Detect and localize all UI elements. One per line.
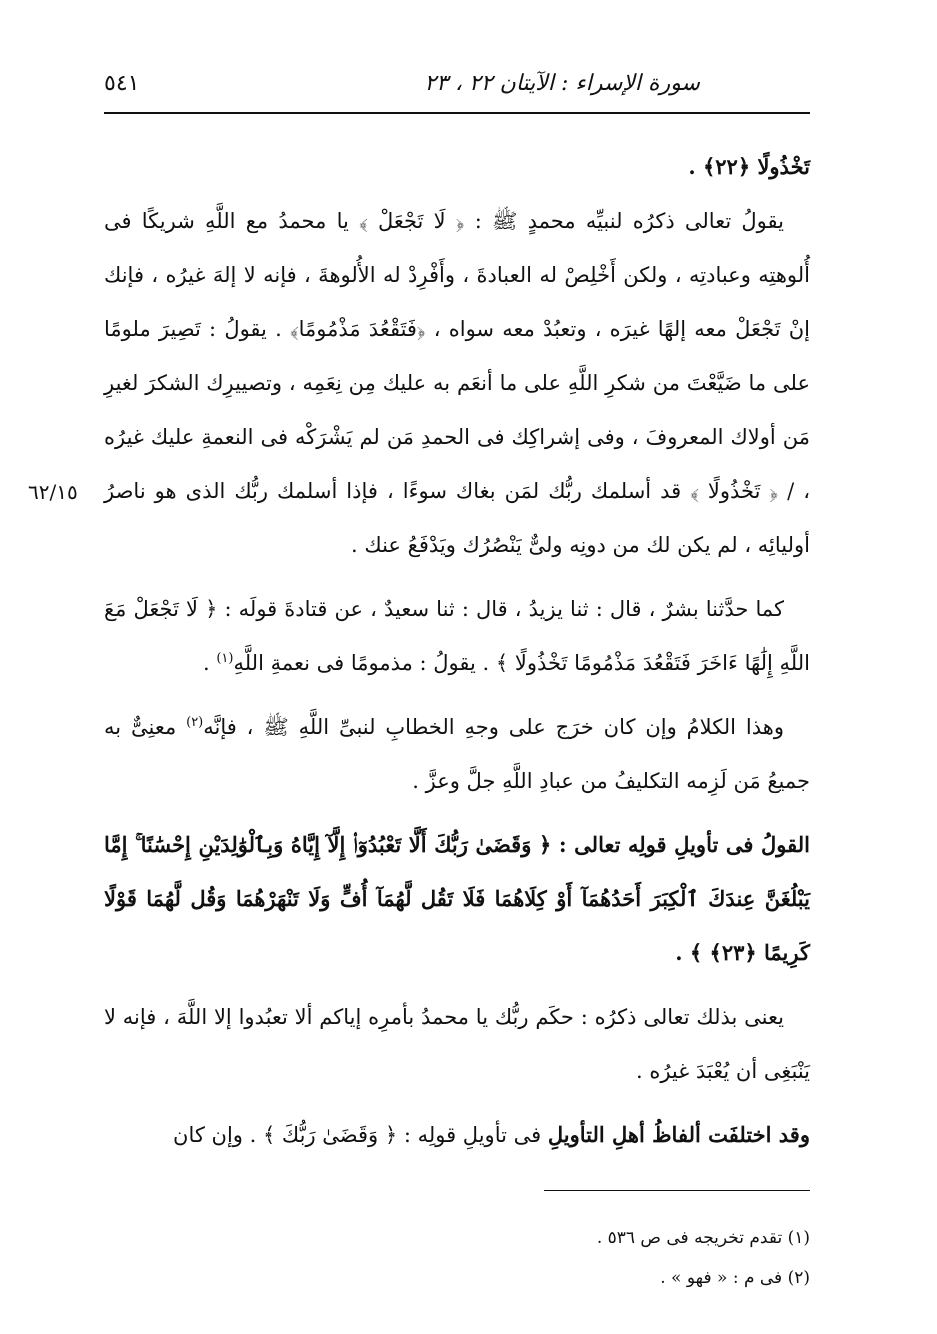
page-number: ٥٤١ [104, 70, 140, 96]
footnotes [104, 1218, 810, 1298]
address-paragraph [104, 700, 810, 808]
verse-heading-paragraph [104, 818, 810, 980]
narration-tail: . [202, 651, 217, 675]
footnote-1: (١) تقدم تخريجه فى ص ٥٣٦ . [596, 1228, 810, 1248]
section-heading: القولُ فى تأويلِ قولِه تعالى : [551, 832, 810, 857]
footnote-ref-2[interactable]: (٢) [186, 715, 204, 730]
narration-paragraph [104, 582, 810, 690]
meaning-text: يعنى بذلك تعالى ذكرُه : حكَم ربُّك يا محمدُ بأمرِه إياكم ألا تعبُدوا إلا اللَّهَ ، فإنه لا يَنْبَغِى أن يُعْبَدَ غيرُه . [104, 1005, 810, 1083]
commentary-paragraph [104, 194, 810, 572]
address-text-b: معنِىٌّ به جميعُ مَن لَزِمه التكليفُ من عبادِ اللَّهِ جلَّ وعزَّ . [104, 715, 810, 793]
disagreement-paragraph [104, 1108, 810, 1162]
running-title: سورة الإسراء : الآيتان ٢٢ ، ٢٣ [424, 70, 700, 96]
header-rule [104, 112, 810, 114]
margin-reference: ٦٢/١٥ [28, 480, 78, 504]
disagreement-text: فى تأويلِ قولِه : ﴿ وَقَضَىٰ رَبُّكَ ﴾ . وإن كان [173, 1123, 548, 1147]
address-text-a: وهذا الكلامُ وإن كان خرَج على وجهِ الخطابِ لنبىِّ اللَّهِ ﷺ ، فإنَّه [203, 715, 784, 739]
footnote-2: (٢) فى م : « فهو » . [660, 1268, 810, 1288]
narration-text: كما حدَّثنا بشرٌ ، قال : ثنا يزيدُ ، قال : ثنا سعيدٌ ، عن قتادةَ قولَه : ﴿ لَا تَجْعَلْ مَعَ اللَّهِ إِلَٰهًا ءَاخَرَ فَتَقْعُدَ مَذْمُومًا تَخْذُولًا ﴾ . يقولُ : مذمومًا فى نعمةِ اللَّهِ [104, 597, 810, 675]
verse-ending-text: تَخْذُولًا ﴿٢٢﴾ . [688, 154, 810, 179]
verse-ending [104, 140, 810, 194]
verse-text: ﴿ وَقَضَىٰ رَبُّكَ أَلَّا تَعْبُدُوٓا۟ إِلَّآ إِيَّاهُ وَبِٱلْوَٰلِدَيْنِ إِحْسَٰنًا ۚ إِمَّا يَبْلُغَنَّ عِندَكَ ٱلْكِبَرَ أَحَدُهُمَآ أَوْ كِلَاهُمَا فَلَا تَقُل لَّهُمَآ أُفٍّ وَلَا تَنْهَرْهُمَا وَقُل لَّهُمَا قَوْلًا كَرِيمًا ﴿٢٣﴾ ﴾ . [104, 832, 810, 965]
disagreement-heading: وقد اختلفَت ألفاظُ أهلِ التأويلِ [547, 1122, 810, 1147]
commentary-text: يقولُ تعالى ذكرُه لنبيِّه محمدٍ ﷺ : ﴿ لَا تَجْعَلْ ﴾ يا محمدُ مع اللَّهِ شريكًا فى أُلوهتِه وعبادتِه ، ولكن أَخْلِصْ له العبادةَ ، وأَفْرِدْ له الأُلوهةَ ، فإنه لا إلهَ غيرُه ، فإنك إنْ تَجْعَلْ معه إلهًا غيرَه ، وتعبُدْ معه سواه ، ﴿فَتَقْعُدَ مَذْمُومًا﴾ . يقولُ : تَصِيرَ ملومًا على ما ضَيَّعْتَ من شكرِ اللَّهِ على ما أنعَم به عليك مِن نِعَمِه ، وتصييرِك الشكرَ لغيرِ مَن أولاك المعروفَ ، وفى إشراكِك فى الحمدِ مَن لم يَشْرَكْه فى النعمةِ عليك غيرُه ، / ﴿ تَخْذُولًا ﴾ قد أسلمك ربُّك لمَن بغاك سوءًا ، فإذا أسلمك ربُّك الذى هو ناصرُ أوليائِه ، لم يكن لك من دونِه ولىٌّ يَنْصُرُك ويَدْفَعُ عنك . [104, 209, 810, 557]
footnote-ref-1[interactable]: (١) [216, 651, 234, 666]
meaning-paragraph [104, 990, 810, 1098]
main-text [104, 140, 810, 1162]
footnote-rule [544, 1190, 810, 1191]
page-header [104, 66, 810, 100]
